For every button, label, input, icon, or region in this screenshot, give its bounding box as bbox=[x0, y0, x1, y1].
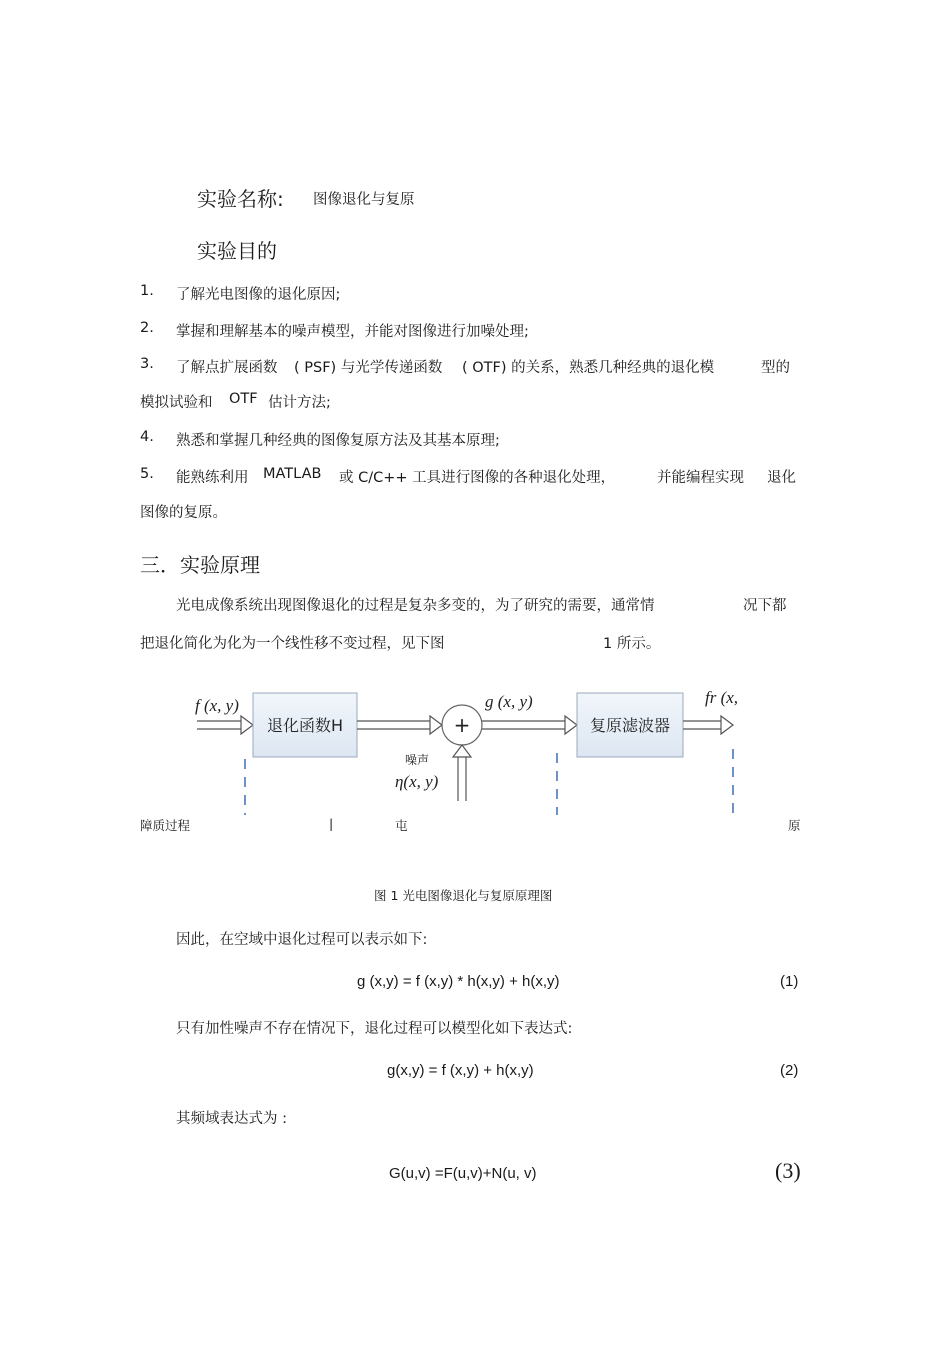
principle-para-1d: 1 所示。 bbox=[603, 636, 661, 652]
stage-label-right: 原 bbox=[788, 818, 801, 833]
purpose-item-1-text: 了解光电图像的退化原因; bbox=[176, 287, 341, 303]
purpose-item-5-text-c: 或 C/C++ 工具进行图像的各种退化处理， bbox=[339, 470, 616, 486]
degradation-diagram bbox=[195, 683, 745, 818]
principle-para-1c: 把退化简化为化为一个线性移不变过程，见下图 bbox=[140, 636, 445, 652]
output-label: fr (x, bbox=[705, 688, 739, 707]
purpose-item-3-cont-c: 估计方法; bbox=[268, 395, 331, 411]
purpose-title: 实验目的 bbox=[197, 239, 277, 263]
equation-1: g (x,y) = f (x,y) * h(x,y) + h(x,y) bbox=[357, 973, 560, 990]
purpose-item-4-text: 熟悉和掌握几种经典的图像复原方法及其基本原理; bbox=[176, 433, 500, 449]
input-arrow bbox=[197, 716, 253, 734]
purpose-item-2-num: 2. bbox=[140, 320, 154, 336]
input-label: f (x, y) bbox=[195, 696, 239, 715]
purpose-item-5-text-b: MATLAB bbox=[263, 466, 322, 482]
noise-arrow bbox=[453, 745, 471, 801]
stage-label-mid: 屯 bbox=[395, 818, 408, 833]
equation-3: G(u,v) =F(u,v)+N(u, v) bbox=[389, 1165, 537, 1182]
purpose-item-5-num: 5. bbox=[140, 466, 154, 482]
equation-1-number: (1) bbox=[780, 973, 799, 990]
noise-symbol: η(x, y) bbox=[395, 772, 439, 791]
equation-3-number: (3) bbox=[775, 1158, 801, 1183]
principle-title: 三．实验原理 bbox=[140, 553, 260, 577]
experiment-name-value: 图像退化与复原 bbox=[313, 192, 415, 208]
adder-symbol: + bbox=[453, 713, 471, 737]
output-arrow bbox=[683, 716, 733, 734]
noise-label: 噪声 bbox=[405, 753, 430, 767]
stage-separators bbox=[245, 749, 733, 815]
purpose-item-5-text-d: 并能编程实现 bbox=[657, 470, 744, 486]
g-label: g (x, y) bbox=[485, 692, 533, 711]
equation-2: g(x,y) = f (x,y) + h(x,y) bbox=[387, 1062, 534, 1079]
purpose-item-5-cont: 图像的复原。 bbox=[140, 505, 227, 521]
purpose-item-3-cont-b: OTF bbox=[229, 391, 258, 407]
purpose-item-3-cont-a: 模拟试验和 bbox=[140, 395, 213, 411]
stage-label-left: 障质过程 bbox=[140, 818, 191, 833]
arrow-to-adder bbox=[357, 716, 442, 734]
purpose-item-5-text-a: 能熟练利用 bbox=[176, 470, 249, 486]
equation-intro-1: 因此，在空域中退化过程可以表示如下: bbox=[176, 932, 428, 948]
purpose-item-3-text-b: ( PSF) 与光学传递函数 bbox=[294, 360, 443, 376]
purpose-item-3-num: 3. bbox=[140, 356, 154, 372]
purpose-item-3-text-c: ( OTF) 的关系，熟悉几种经典的退化模 bbox=[462, 360, 715, 376]
purpose-item-5-text-e: 退化 bbox=[767, 470, 796, 486]
purpose-item-2-text: 掌握和理解基本的噪声模型，并能对图像进行加噪处理; bbox=[176, 324, 529, 340]
equation-2-number: (2) bbox=[780, 1062, 799, 1079]
principle-para-1b: 况下都 bbox=[743, 598, 787, 614]
experiment-name-label: 实验名称: bbox=[197, 187, 284, 211]
degradation-function-label: 退化函数H bbox=[266, 716, 344, 735]
stage-label-bar: | bbox=[329, 816, 334, 831]
equation-intro-2: 只有加性噪声不存在情况下，退化过程可以模型化如下表达式: bbox=[176, 1021, 573, 1037]
equation-intro-3: 其频域表达式为 : bbox=[176, 1111, 287, 1127]
purpose-item-3-text-a: 了解点扩展函数 bbox=[176, 360, 278, 376]
purpose-item-4-num: 4. bbox=[140, 429, 154, 445]
purpose-item-3-text-d: 型的 bbox=[761, 360, 790, 376]
arrow-to-restoration bbox=[482, 716, 577, 734]
principle-para-1a: 光电成像系统出现图像退化的过程是复杂多变的，为了研究的需要，通常情 bbox=[176, 598, 655, 614]
figure-caption: 图 1 光电图像退化与复原原理图 bbox=[374, 888, 553, 903]
restoration-filter-label: 复原滤波器 bbox=[589, 716, 671, 735]
purpose-item-1-num: 1. bbox=[140, 283, 154, 299]
